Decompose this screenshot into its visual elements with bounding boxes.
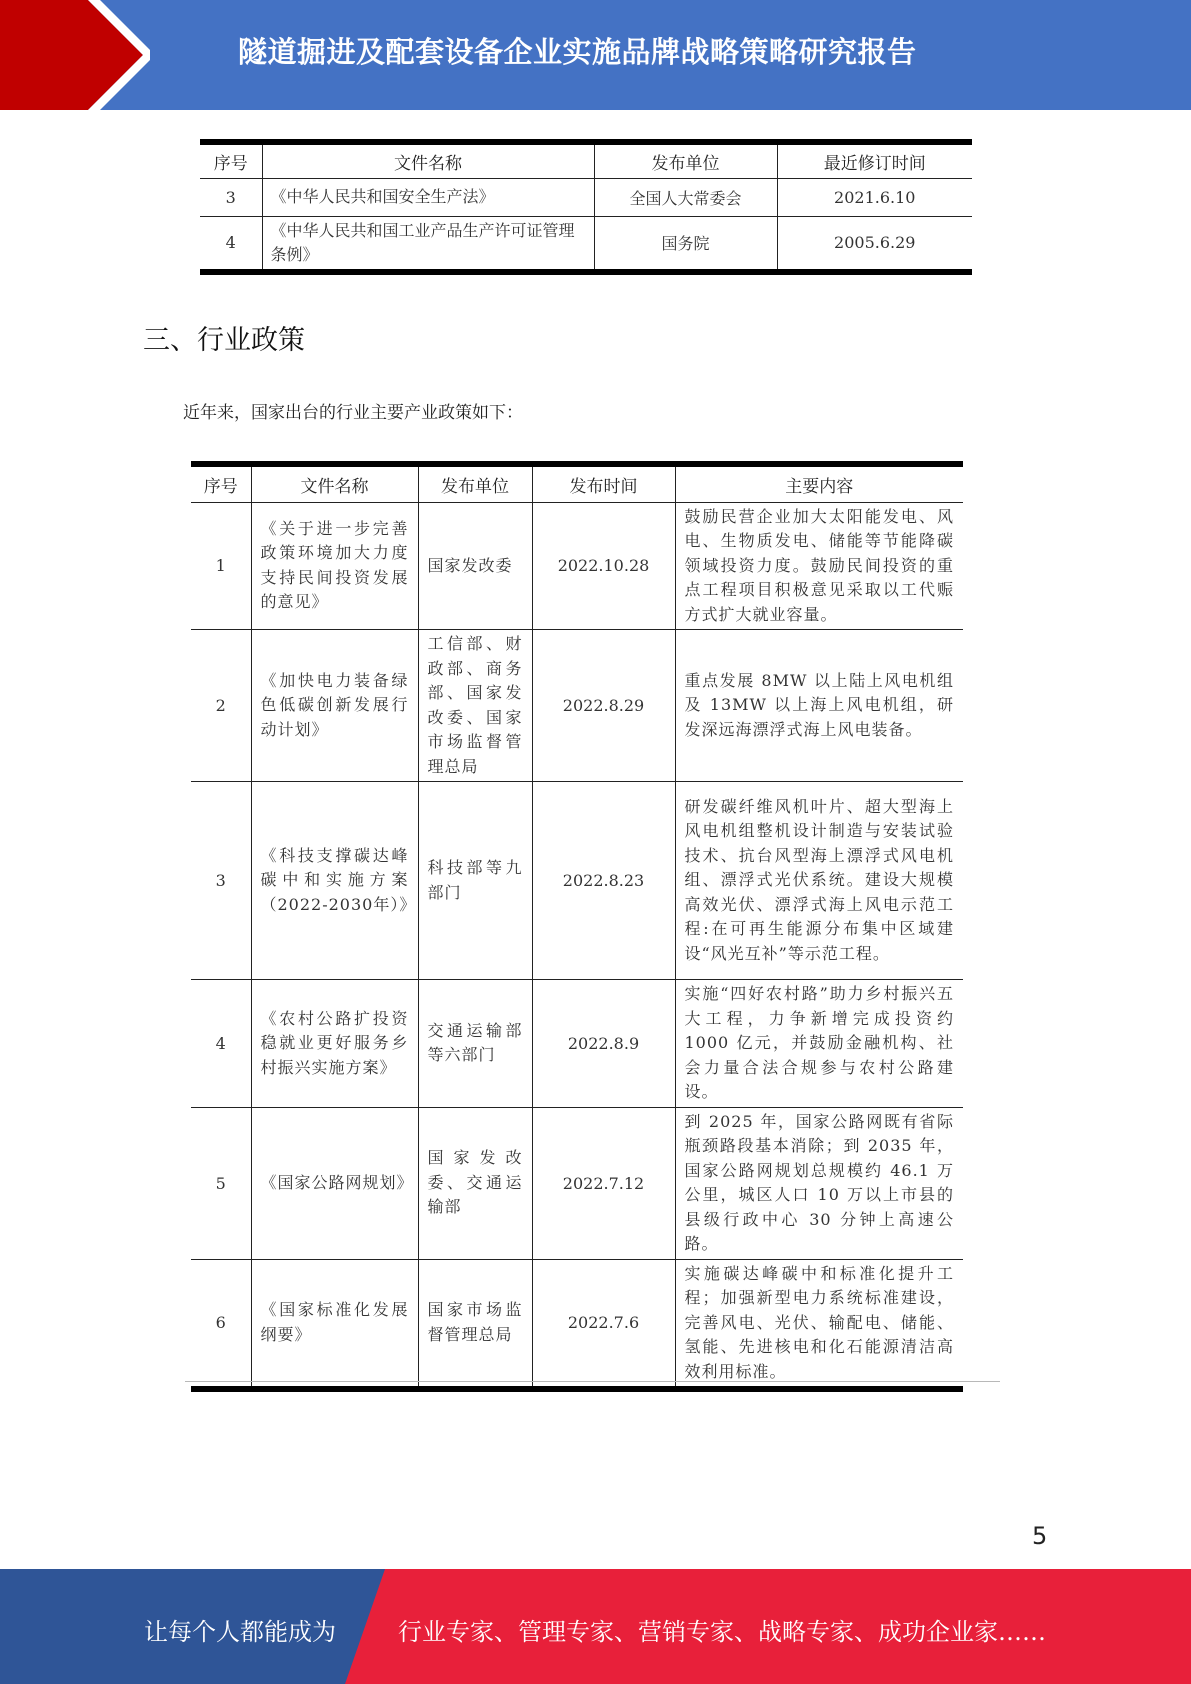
header-no: 序号 [200, 142, 262, 178]
cell-no: 4 [200, 216, 262, 272]
cell-name: 《国家标准化发展纲要》 [251, 1259, 418, 1389]
cell-date: 2021.6.10 [777, 178, 972, 216]
cell-name: 《关于进一步完善政策环境加大力度支持民间投资发展的意见》 [251, 502, 418, 630]
header-no: 序号 [191, 464, 251, 502]
header-revision-date: 最近修订时间 [777, 142, 972, 178]
cell-content: 实施“四好农村路”助力乡村振兴五大工程，力争新增完成投资约 1000 亿元，并鼓励金融机构、社会力量合法合规参与农村公路建设。 [675, 980, 963, 1108]
cell-date: 2022.7.12 [532, 1107, 675, 1259]
table-header-row [200, 142, 972, 178]
cell-content: 重点发展 8MW 以上陆上风电机组及 13MW 以上海上风电机组，研发深远海漂浮式海上风电装备。 [675, 630, 963, 782]
cell-content: 研发碳纤维风机叶片、超大型海上风电机组整机设计制造与安装试验技术、抗台风型海上漂浮式风电机组、漂浮式光伏系统。建设大规模高效光伏、漂浮式海上风电示范工程:在可再生能源分布集中区域建设“风光互补”等示范工程。 [675, 782, 963, 980]
cell-content: 鼓励民营企业加大太阳能发电、风电、生物质发电、储能等节能降碳领域投资力度。鼓励民间投资的重点工程项目积极意见采取以工代赈方式扩大就业容量。 [675, 502, 963, 630]
cell-name: 《中华人民共和国工业产品生产许可证管理条例》 [262, 216, 594, 272]
header-name: 文件名称 [262, 142, 594, 178]
cell-no: 6 [191, 1259, 251, 1389]
cell-name: 《农村公路扩投资稳就业更好服务乡村振兴实施方案》 [251, 980, 418, 1108]
header-date: 发布时间 [532, 464, 675, 502]
cell-issuer: 国家发改委 [418, 502, 532, 630]
cell-no: 4 [191, 980, 251, 1108]
cell-issuer: 工信部、财政部、商务部、国家发改委、国家市场监督管理总局 [418, 630, 532, 782]
table-row [191, 1259, 963, 1389]
cell-name: 《科技支撑碳达峰碳中和实施方案（2022-2030年）》 [251, 782, 418, 980]
table-row [191, 502, 963, 630]
section-heading: 三、行业政策 [143, 325, 305, 356]
cell-name: 《国家公路网规划》 [251, 1107, 418, 1259]
report-title: 隧道掘进及配套设备企业实施品牌战略策略研究报告 [238, 35, 917, 69]
cell-content: 实施碳达峰碳中和标准化提升工程；加强新型电力系统标准建设，完善风电、光伏、输配电、储能、氢能、先进核电和化石能源清洁高效利用标准。 [675, 1259, 963, 1389]
header-content: 主要内容 [675, 464, 963, 502]
table-row [191, 782, 963, 980]
cell-name: 《加快电力装备绿色低碳创新发展行动计划》 [251, 630, 418, 782]
cell-issuer: 科技部等九部门 [418, 782, 532, 980]
regulations-table [200, 139, 972, 275]
page-header [0, 0, 1191, 110]
footer-slogan-right: 行业专家、管理专家、营销专家、战略专家、成功企业家…… [398, 1618, 1046, 1646]
table-row [191, 980, 963, 1108]
header-issuer: 发布单位 [418, 464, 532, 502]
table-row [191, 630, 963, 782]
section-intro: 近年来，国家出台的行业主要产业政策如下： [183, 403, 523, 423]
cell-date: 2005.6.29 [777, 216, 972, 272]
cell-issuer: 全国人大常委会 [594, 178, 777, 216]
cell-date: 2022.8.29 [532, 630, 675, 782]
header-arrow-decoration [0, 0, 150, 110]
cell-content: 到 2025 年，国家公路网既有省际瓶颈路段基本消除；到 2035 年，国家公路网规划总规模约 46.1 万公里，城区人口 10 万以上市县的县级行政中心 30 分钟上高速公路。 [675, 1107, 963, 1259]
cell-no: 2 [191, 630, 251, 782]
header-name: 文件名称 [251, 464, 418, 502]
cell-issuer: 国家发改委、交通运输部 [418, 1107, 532, 1259]
cell-no: 3 [200, 178, 262, 216]
page-footer [0, 1569, 1191, 1684]
cell-date: 2022.10.28 [532, 502, 675, 630]
footer-slogan-left: 让每个人都能成为 [144, 1618, 336, 1646]
header-issuer: 发布单位 [594, 142, 777, 178]
cell-date: 2022.8.23 [532, 782, 675, 980]
table-header-row [191, 464, 963, 502]
cell-date: 2022.7.6 [532, 1259, 675, 1389]
cell-issuer: 国家市场监督管理总局 [418, 1259, 532, 1389]
table-row [200, 178, 972, 216]
table-row [200, 216, 972, 272]
cell-issuer: 国务院 [594, 216, 777, 272]
cell-no: 1 [191, 502, 251, 630]
cell-no: 3 [191, 782, 251, 980]
table-underline [185, 1381, 1000, 1382]
cell-no: 5 [191, 1107, 251, 1259]
cell-issuer: 交通运输部等六部门 [418, 980, 532, 1108]
policy-table [191, 461, 963, 1392]
page-number: 5 [1032, 1522, 1048, 1550]
cell-name: 《中华人民共和国安全生产法》 [262, 178, 594, 216]
table-row [191, 1107, 963, 1259]
cell-date: 2022.8.9 [532, 980, 675, 1108]
